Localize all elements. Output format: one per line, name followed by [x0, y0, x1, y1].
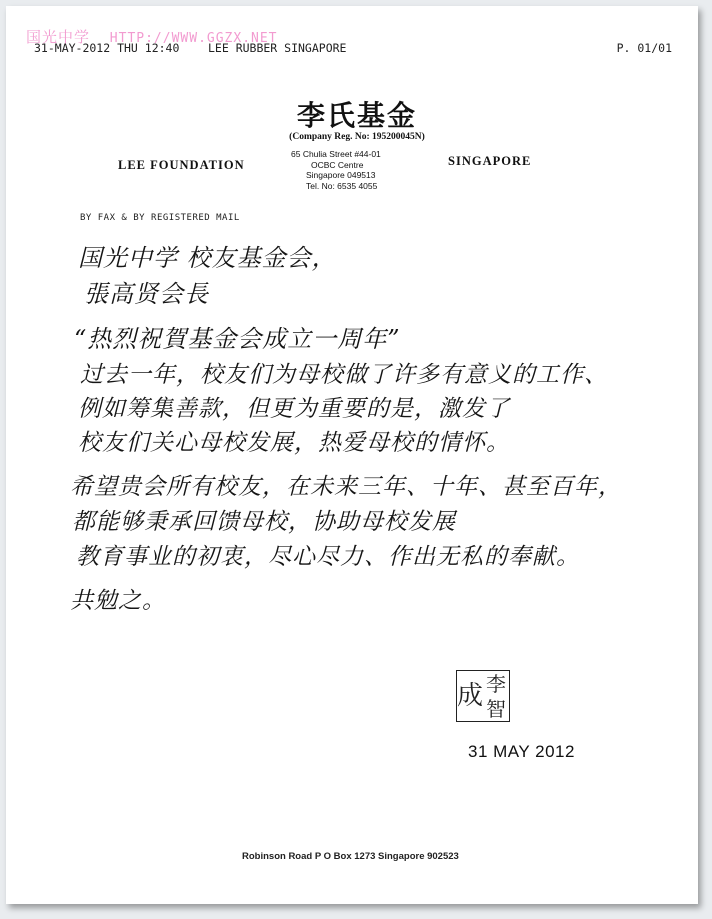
letter-closing: 共勉之。: [70, 588, 166, 614]
letter-body-line: 希望贵会所有校友，在未来三年、十年、甚至百年，: [70, 474, 622, 500]
letter-headline: “热烈祝賀基金会成立一周年”: [74, 325, 401, 353]
fax-page-number: P. 01/01: [616, 41, 672, 55]
delivery-method: BY FAX & BY REGISTERED MAIL: [80, 213, 240, 223]
fax-sender: LEE RUBBER SINGAPORE: [208, 41, 347, 55]
letter-body-line: 校友们关心母校发展，热爱母校的情怀。: [78, 430, 510, 456]
fax-datetime: 31-MAY-2012 THU 12:40: [34, 41, 180, 55]
watermark-site-name: 国光中学: [26, 28, 91, 46]
seal-character: 成: [457, 681, 484, 711]
address-street: 65 Chulia Street #44-01: [291, 149, 381, 159]
letter-body-line: 教育事业的初衷，尽心尽力、作出无私的奉献。: [76, 544, 580, 570]
recipient-organization: 国光中学 校友基金会，: [78, 244, 337, 272]
footer-po-box-address: Robinson Road P O Box 1273 Singapore 902523: [242, 851, 459, 862]
address-city: Singapore 049513: [306, 170, 376, 180]
seal-character: 智: [486, 696, 506, 721]
organization-name: LEE FOUNDATION: [118, 158, 245, 172]
address-telephone: Tel. No: 6535 4055: [306, 180, 378, 191]
fax-document-page: [6, 6, 698, 904]
fax-transmission-header: [34, 41, 672, 55]
letterhead-chinese-logo: 李氏基金: [296, 99, 417, 132]
address-building: OCBC Centre: [311, 159, 364, 170]
date-stamp: 31 MAY 2012: [468, 742, 575, 761]
recipient-name: 張高贤会長: [84, 280, 209, 308]
personal-seal-stamp: [456, 670, 510, 722]
letter-body-line: 例如筹集善款，但更为重要的是，激发了: [78, 396, 510, 422]
letterhead-address: [291, 149, 451, 191]
letter-body-line: 过去一年，校友们为母校做了许多有意义的工作、: [80, 362, 608, 388]
watermark-url: HTTP://WWW.GGZX.NET: [109, 31, 278, 46]
company-registration-number: (Company Reg. No: 195200045N): [289, 132, 425, 142]
letter-body-line: 都能够秉承回馈母校，协助母校发展: [72, 509, 456, 535]
seal-character: 李: [486, 671, 506, 696]
letterhead-country: SINGAPORE: [448, 154, 532, 168]
